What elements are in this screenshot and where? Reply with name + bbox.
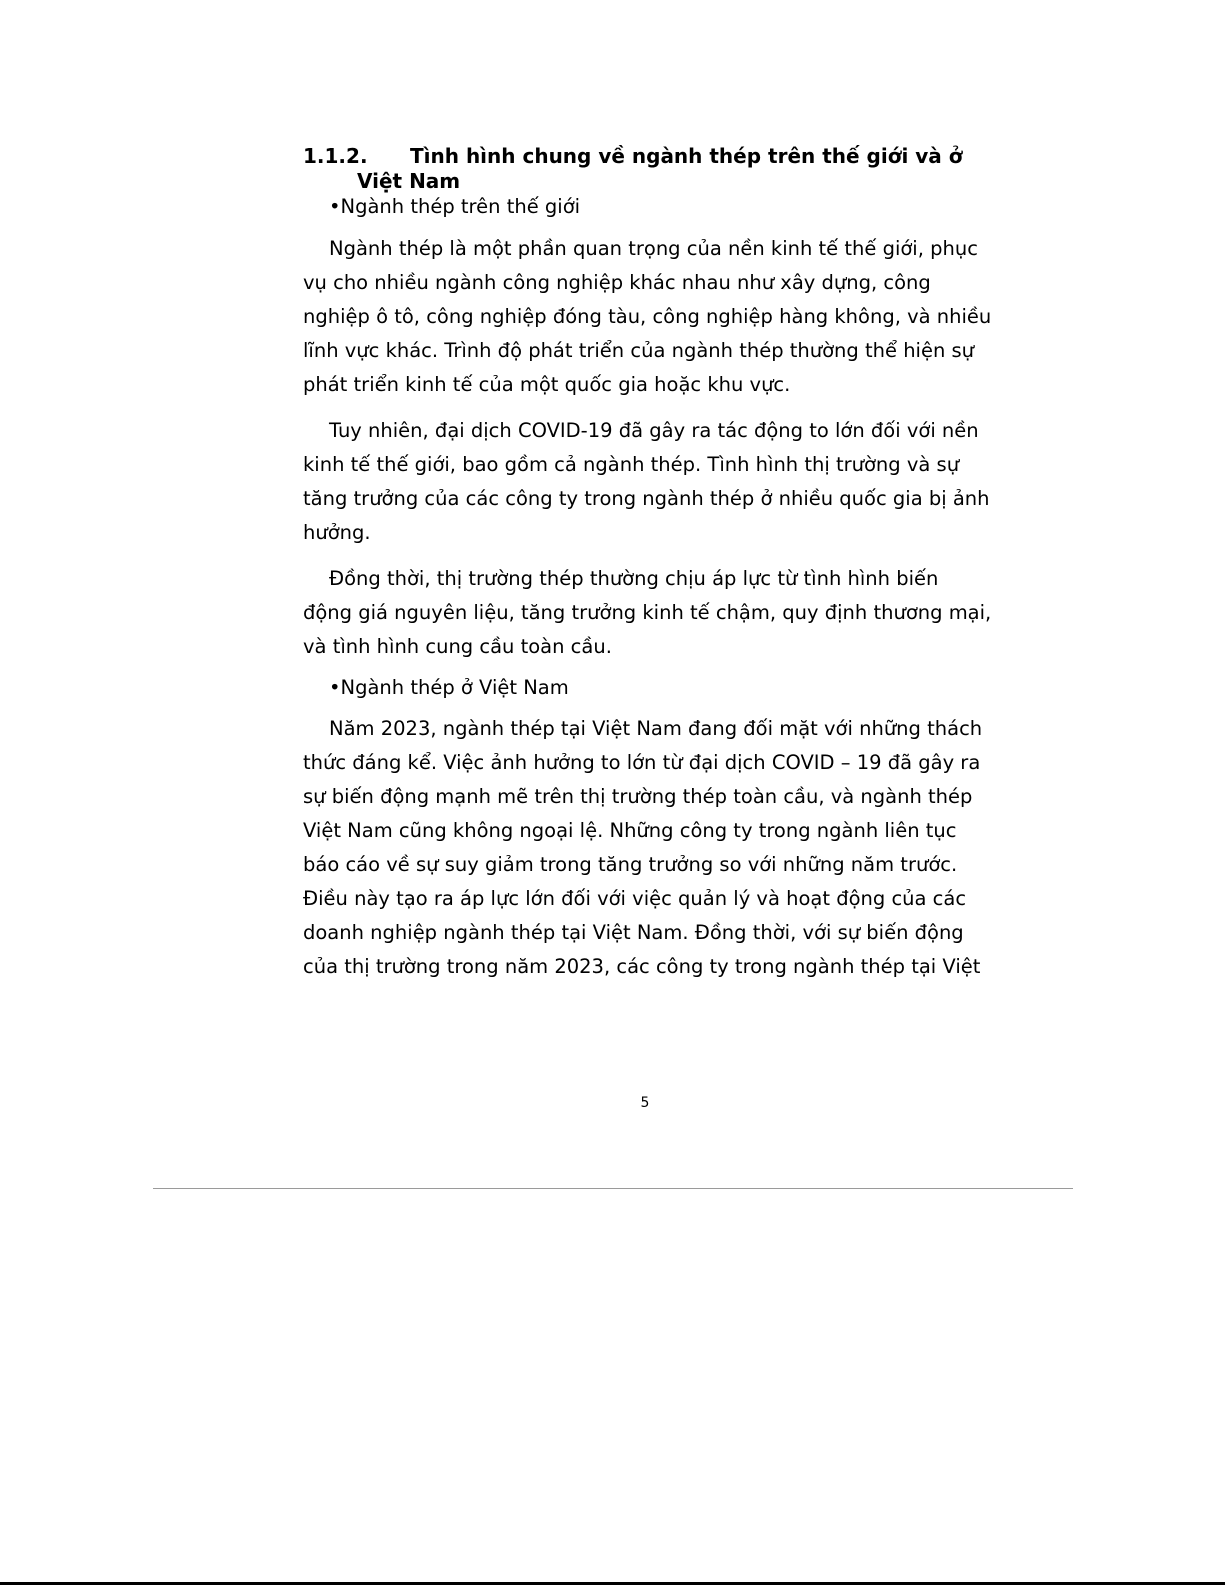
page-number: 5 — [640, 1095, 650, 1111]
section-title-line-1: Tình hình chung về ngành thép trên thế giới và ở — [410, 144, 963, 168]
paragraph-world-3: Đồng thời, thị trường thép thường chịu áp lực từ tình hình biến động giá nguyên liệu, tăng trưởng kinh tế chậm, quy định thương mại, và tình hình cung cầu toàn cầu. — [303, 567, 992, 658]
section-title-line-2: Việt Nam — [357, 169, 461, 193]
page-divider — [153, 1188, 1073, 1189]
bullet-world-steel: •Ngành thép trên thế giới — [329, 195, 581, 218]
section-number: 1.1.2. — [303, 144, 368, 168]
document-page-body — [303, 144, 993, 984]
paragraph-vietnam-1: Năm 2023, ngành thép tại Việt Nam đang đối mặt với những thách thức đáng kể. Việc ảnh hưởng to lớn từ đại dịch COVID – 19 đã gây ra sự biến động mạnh mẽ trên thị trường thép toàn cầu, và ngành thép Việt Nam cũng không ngoại lệ. Những công ty trong ngành liên tục báo cáo về sự suy giảm trong tăng trưởng so với những năm trước. Điều này tạo ra áp lực lớn đối với việc quản lý và hoạt động của các doanh nghiệp ngành thép tại Việt Nam. Đồng thời, với sự biến động của thị trường trong năm 2023, các công ty trong ngành thép tại Việt — [303, 717, 983, 978]
section-heading — [303, 144, 993, 194]
paragraph-world-2: Tuy nhiên, đại dịch COVID-19 đã gây ra tác động to lớn đối với nền kinh tế thế giới, bao gồm cả ngành thép. Tình hình thị trường và sự tăng trưởng của các công ty trong ngành thép ở nhiều quốc gia bị ảnh hưởng. — [303, 419, 990, 544]
bullet-vietnam-steel: •Ngành thép ở Việt Nam — [329, 676, 569, 699]
paragraph-world-1: Ngành thép là một phần quan trọng của nền kinh tế thế giới, phục vụ cho nhiều ngành công nghiệp khác nhau như xây dựng, công nghiệp ô tô, công nghiệp đóng tàu, công nghiệp hàng không, và nhiều lĩnh vực khác. Trình độ phát triển của ngành thép thường thể hiện sự phát triển kinh tế của một quốc gia hoặc khu vực. — [303, 237, 992, 396]
